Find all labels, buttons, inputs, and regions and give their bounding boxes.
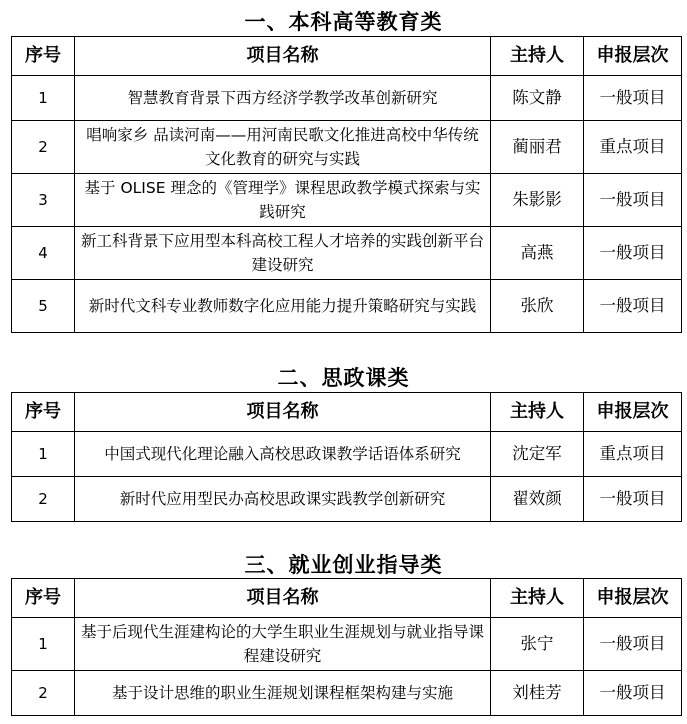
- row-level: 一般项目: [584, 671, 682, 716]
- header-index: 序号: [12, 393, 75, 432]
- table-ideological: [11, 392, 682, 522]
- header-index: 序号: [12, 37, 75, 76]
- table-row: [12, 280, 682, 333]
- table-row: [12, 76, 682, 121]
- row-level: 一般项目: [584, 76, 682, 121]
- header-level: 申报层次: [584, 37, 682, 76]
- header-level: 申报层次: [584, 579, 682, 618]
- row-project: 基于 OLISE 理念的《管理学》课程思政教学模式探索与实践研究: [75, 174, 491, 227]
- row-host: 蔺丽君: [491, 121, 584, 174]
- row-index: 5: [12, 280, 75, 333]
- header-project: 项目名称: [75, 579, 491, 618]
- table-row: [12, 121, 682, 174]
- table-row: [12, 671, 682, 716]
- row-host: 翟效颜: [491, 477, 584, 522]
- section-title-career: 三、就业创业指导类: [244, 553, 443, 577]
- section-title-ideological: 二、思政课类: [277, 366, 410, 390]
- row-index: 2: [12, 671, 75, 716]
- row-level: 一般项目: [584, 477, 682, 522]
- row-index: 1: [12, 76, 75, 121]
- header-level: 申报层次: [584, 393, 682, 432]
- header-index: 序号: [12, 579, 75, 618]
- row-host: 刘桂芳: [491, 671, 584, 716]
- header-project: 项目名称: [75, 37, 491, 76]
- row-level: 一般项目: [584, 280, 682, 333]
- table-career: [11, 578, 682, 716]
- row-level: 一般项目: [584, 227, 682, 280]
- header-host: 主持人: [491, 37, 584, 76]
- table-undergraduate: [11, 36, 682, 333]
- table-row: [12, 477, 682, 522]
- row-level: 重点项目: [584, 432, 682, 477]
- row-level: 重点项目: [584, 121, 682, 174]
- row-project: 新工科背景下应用型本科高校工程人才培养的实践创新平台建设研究: [75, 227, 491, 280]
- row-project: 新时代文科专业教师数字化应用能力提升策略研究与实践: [75, 280, 491, 333]
- row-host: 朱影影: [491, 174, 584, 227]
- header-host: 主持人: [491, 393, 584, 432]
- row-project: 中国式现代化理论融入高校思政课教学话语体系研究: [75, 432, 491, 477]
- row-level: 一般项目: [584, 174, 682, 227]
- row-host: 张欣: [491, 280, 584, 333]
- row-index: 2: [12, 477, 75, 522]
- row-index: 4: [12, 227, 75, 280]
- row-index: 2: [12, 121, 75, 174]
- table-header-row: [12, 393, 682, 432]
- row-host: 陈文静: [491, 76, 584, 121]
- row-project: 唱响家乡 品读河南——用河南民歌文化推进高校中华传统文化教育的研究与实践: [75, 121, 491, 174]
- table-row: [12, 174, 682, 227]
- section-title-undergraduate: 一、本科高等教育类: [244, 10, 443, 34]
- header-project: 项目名称: [75, 393, 491, 432]
- table-header-row: [12, 579, 682, 618]
- row-host: 高燕: [491, 227, 584, 280]
- header-host: 主持人: [491, 579, 584, 618]
- table-row: [12, 227, 682, 280]
- row-host: 沈定军: [491, 432, 584, 477]
- row-project: 智慧教育背景下西方经济学教学改革创新研究: [75, 76, 491, 121]
- row-index: 3: [12, 174, 75, 227]
- row-level: 一般项目: [584, 618, 682, 671]
- row-project: 基于后现代生涯建构论的大学生职业生涯规划与就业指导课程建设研究: [75, 618, 491, 671]
- row-project: 新时代应用型民办高校思政课实践教学创新研究: [75, 477, 491, 522]
- table-header-row: [12, 37, 682, 76]
- table-row: [12, 618, 682, 671]
- row-index: 1: [12, 618, 75, 671]
- row-index: 1: [12, 432, 75, 477]
- row-host: 张宁: [491, 618, 584, 671]
- row-project: 基于设计思维的职业生涯规划课程框架构建与实施: [75, 671, 491, 716]
- table-row: [12, 432, 682, 477]
